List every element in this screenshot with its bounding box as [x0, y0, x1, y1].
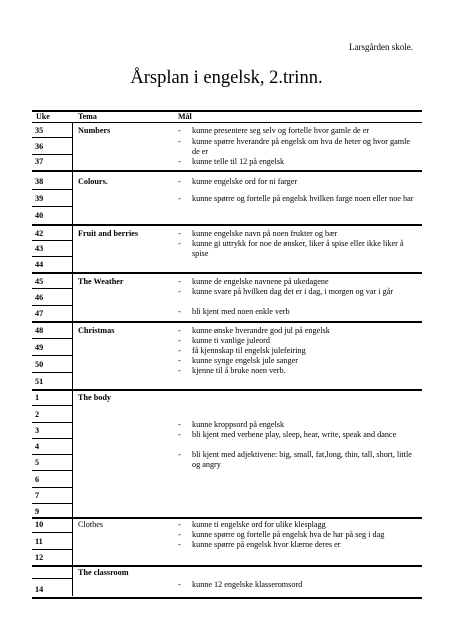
- group-line: [32, 224, 422, 226]
- bullet-dash: -: [178, 346, 181, 355]
- header-divider: [32, 122, 422, 123]
- goal-item: bli kjent med noen enkle verb: [192, 307, 290, 316]
- goal-item: kunne ønske hverandre god jul på engelsk: [192, 326, 330, 335]
- row-line: [32, 256, 72, 257]
- theme-numbers: Numbers: [78, 126, 111, 135]
- week-40: 40: [35, 211, 44, 220]
- goal-item: kunne telle til 12 på engelsk: [192, 157, 285, 166]
- header-theme: Tema: [78, 112, 97, 121]
- row-line: [32, 240, 72, 241]
- header-goal: Mål: [178, 112, 192, 121]
- week-14: 14: [35, 585, 44, 594]
- row-line: [32, 288, 72, 289]
- bullet-dash: -: [178, 307, 181, 316]
- week-35: 35: [35, 126, 44, 135]
- week-44: 44: [35, 260, 44, 269]
- week-51: 51: [35, 377, 44, 386]
- bullet-dash: -: [178, 277, 181, 286]
- week-43: 43: [35, 244, 44, 253]
- week-46: 46: [35, 293, 44, 302]
- goal-item: kunne spørre og fortelle på engelsk hvilken farge noen eller noe har: [192, 194, 414, 203]
- bullet-dash: -: [178, 366, 181, 375]
- week-11: 11: [35, 537, 43, 546]
- goal-item: kunne ti engelske ord for ulike klesplagg: [192, 520, 326, 529]
- week-9: 9: [35, 507, 40, 516]
- page-title: Årsplan i engelsk, 2.trinn.: [130, 68, 323, 88]
- school-name: Larsgården skole.: [349, 42, 413, 52]
- week-4: 4: [35, 442, 40, 451]
- theme-weather: The Weather: [78, 277, 124, 286]
- goal-item: kunne kroppsord på engelsk: [192, 420, 285, 429]
- bullet-dash: -: [178, 580, 181, 589]
- goal-item: kunne engelske ord for ni farger: [192, 177, 298, 186]
- goal-item: kunne spørre på engelsk hvor klærne deres er: [192, 540, 341, 549]
- bullet-dash: -: [178, 336, 181, 345]
- theme-body: The body: [78, 393, 111, 402]
- bullet-dash: -: [178, 420, 181, 429]
- goal-item: kjenne til å bruke noen verb.: [192, 366, 286, 375]
- row-line: [32, 422, 72, 423]
- goal-item: bli kjent med verbene play, sleep, hear, write, speak and dance: [192, 430, 397, 439]
- row-line: [32, 438, 72, 439]
- goal-item: kunne synge engelsk jule sanger: [192, 356, 298, 365]
- week-49: 49: [35, 343, 44, 352]
- week-column-divider: [72, 122, 73, 596]
- week-12: 12: [35, 553, 44, 562]
- week-50: 50: [35, 360, 44, 369]
- row-line: [32, 154, 72, 155]
- bullet-dash: -: [178, 540, 181, 549]
- header-week: Uke: [36, 112, 50, 121]
- week-38: 38: [35, 177, 44, 186]
- row-line: [32, 470, 72, 471]
- bullet-dash: -: [178, 356, 181, 365]
- week-1: 1: [35, 393, 40, 402]
- theme-clothes: Clothes: [78, 520, 104, 529]
- week-5: 5: [35, 458, 40, 467]
- week-10: 10: [35, 520, 44, 529]
- week-42: 42: [35, 229, 44, 238]
- week-37: 37: [35, 157, 44, 166]
- goal-item: kunne presentere seg selv og fortelle hvor gamle de er: [192, 126, 370, 135]
- week-36: 36: [35, 142, 44, 151]
- bullet-dash: -: [178, 530, 181, 539]
- week-47: 47: [35, 309, 44, 318]
- week-3: 3: [35, 426, 40, 435]
- row-line: [32, 549, 72, 550]
- goal-item: kunne de engelske navnene på ukedagene: [192, 277, 329, 286]
- group-line: [32, 389, 422, 391]
- bullet-dash: -: [178, 229, 181, 238]
- group-line: [32, 321, 422, 323]
- table-bottom-border: [32, 597, 422, 599]
- bullet-dash: -: [178, 126, 181, 135]
- row-line: [32, 372, 72, 373]
- theme-christmas: Christmas: [78, 326, 115, 335]
- group-line: [32, 272, 422, 274]
- theme-colours: Colours.: [78, 177, 108, 186]
- row-line: [32, 355, 72, 356]
- goal-item: kunne engelske navn på noen frukter og bær: [192, 229, 338, 238]
- row-line: [32, 305, 72, 306]
- goal-item: kunne spørre hverandre på engelsk om hva de heter og hvor gamle de er: [192, 137, 411, 156]
- goal-item: kunne svare på hvilken dag det er i dag, i morgen og var i går: [192, 287, 394, 296]
- row-line: [32, 532, 72, 533]
- group-line: [32, 565, 422, 567]
- row-line: [32, 454, 72, 455]
- bullet-dash: -: [178, 239, 181, 248]
- row-line: [32, 405, 72, 406]
- row-line: [32, 206, 72, 207]
- bullet-dash: -: [178, 137, 181, 146]
- bullet-dash: -: [178, 177, 181, 186]
- group-line: [32, 170, 422, 172]
- bullet-dash: -: [178, 326, 181, 335]
- row-line: [32, 578, 72, 579]
- group-line: [32, 517, 422, 519]
- goal-item: kunne spørre og fortelle på engelsk hva de har på seg i dag: [192, 530, 385, 539]
- week-48: 48: [35, 326, 44, 335]
- goal-item: kunne ti vanlige juleord: [192, 336, 270, 345]
- goal-item: bli kjent med adjektivene: big, small, fat,long, thin, tall, short, little og angry: [192, 450, 412, 469]
- goal-item: kunne 12 engelske klasseromsord: [192, 580, 303, 589]
- bullet-dash: -: [178, 194, 181, 203]
- theme-classroom: The classroom: [78, 568, 129, 577]
- goal-item: kunne gi uttrykk for noe de ønsker, liker å spise eller ikke liker å spise: [192, 239, 404, 258]
- row-line: [32, 503, 72, 504]
- goal-item: få kjennskap til engelsk julefeiring: [192, 346, 306, 355]
- bullet-dash: -: [178, 520, 181, 529]
- week-2: 2: [35, 410, 40, 419]
- week-7: 7: [35, 491, 40, 500]
- row-line: [32, 487, 72, 488]
- row-line: [32, 338, 72, 339]
- week-45: 45: [35, 277, 44, 286]
- week-6: 6: [35, 475, 40, 484]
- bullet-dash: -: [178, 157, 181, 166]
- bullet-dash: -: [178, 430, 181, 439]
- row-line: [32, 189, 72, 190]
- bullet-dash: -: [178, 450, 181, 459]
- row-line: [32, 137, 72, 138]
- theme-fruit: Fruit and berries: [78, 229, 139, 238]
- week-39: 39: [35, 194, 44, 203]
- bullet-dash: -: [178, 287, 181, 296]
